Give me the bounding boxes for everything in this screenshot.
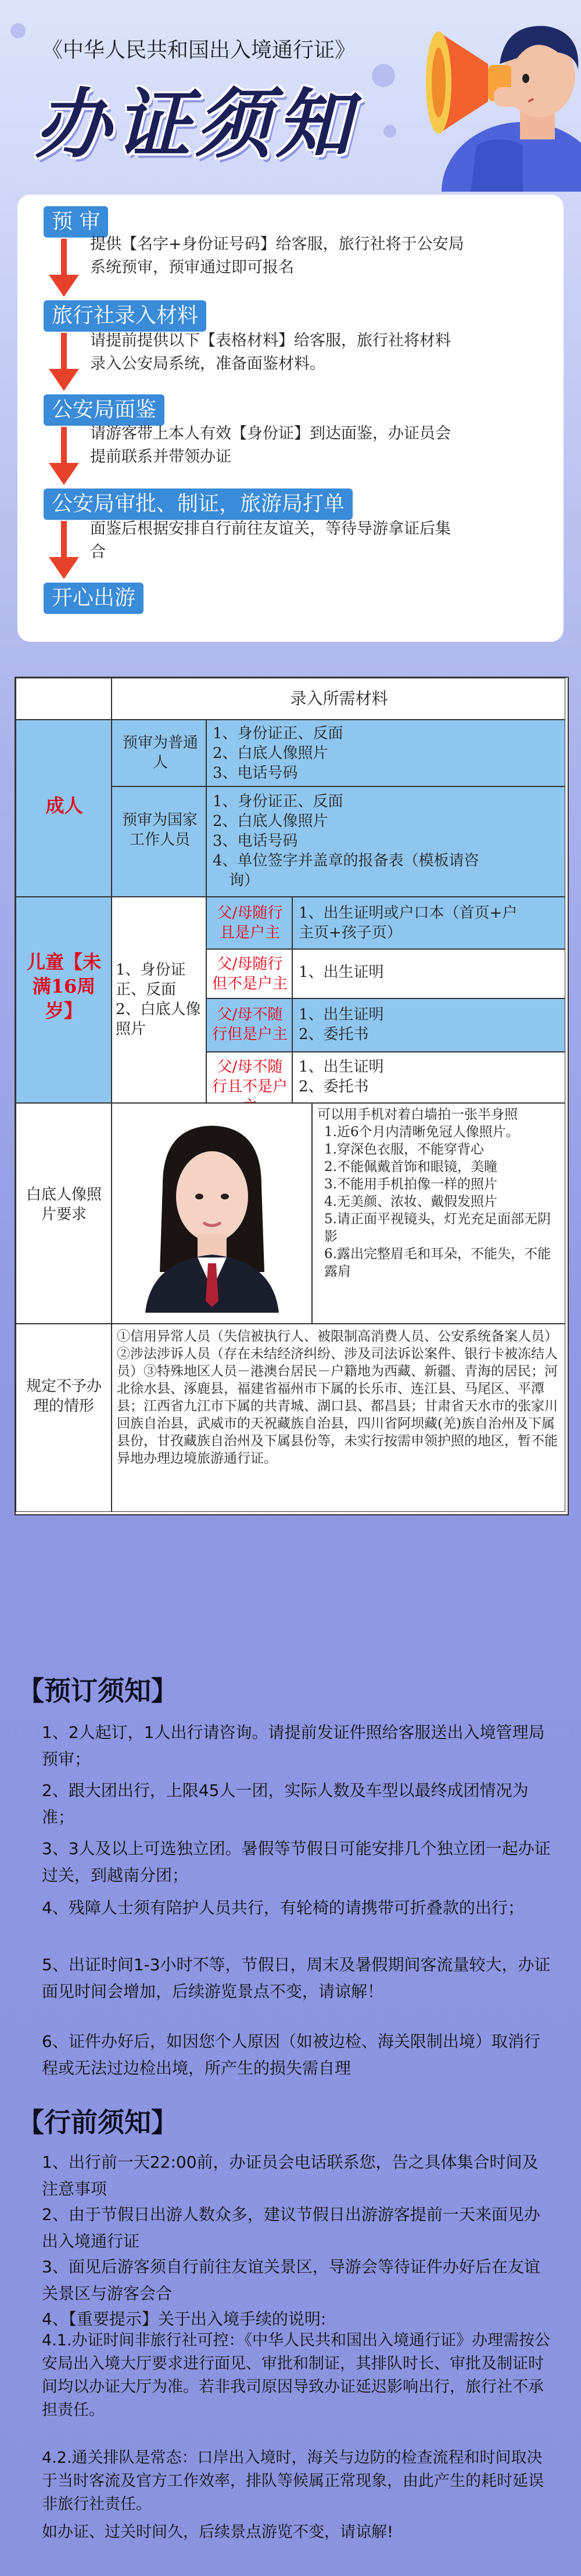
adult-materials-ordinary: 1、身份证正、反面 2、白底人像照片 3、电话号码 — [206, 720, 565, 786]
table-header-blank — [16, 678, 112, 720]
child-materials-row: 1、出生证明 2、委托书 — [292, 1052, 565, 1103]
person-megaphone-illustration — [407, 0, 581, 192]
step-label-approval: 公安局审批、制证，旅游局打单 — [44, 488, 353, 520]
photo-req-text: 可以用手机对着白墙拍一张半身照 1.近6个月内清晰免冠人像照片。 1.穿深色衣服，不能穿背心 2.不能佩戴首饰和眼镜，美瞳 3.不能用手机拍像一样的照片 4.无美颜、浓妆、戴假发照片 5.请正面平视镜头，灯光充足面部无阴影 6.露出完整眉毛和耳朵，不能失，不能露肩 — [312, 1103, 565, 1324]
booking-para: 1、2人起订，1人出行请咨询。请提前发证件照给客服送出入境管理局预审； — [42, 1723, 545, 1769]
pretrip-title: 【行前须知】 — [17, 2107, 178, 2138]
child-cond-row: 父/母随行但不是户主 — [206, 949, 292, 998]
restricted-label: 规定不予办理的情形 — [16, 1324, 112, 1512]
sample-portrait-photo — [139, 1115, 285, 1313]
child-materials-row: 1、出生证明 2、委托书 — [292, 998, 565, 1052]
child-cond-row: 父/母不随行但是户主 — [206, 998, 292, 1052]
photo-req-label: 白底人像照片要求 — [16, 1103, 112, 1324]
pretrip-para: 2、由于节假日出游人数众多，建议节假日出游游客提前一天来面见办出入境通行证 — [42, 2205, 540, 2251]
header — [0, 0, 581, 192]
flow-arrow — [61, 521, 67, 561]
decor-bubble — [372, 64, 395, 87]
adult-materials-official: 1、身份证正、反面 2、白底人像照片 3、电话号码 4、单位签字并盖章的报备表（模板请咨 询） — [206, 786, 565, 897]
materials-table — [15, 677, 569, 1515]
pretrip-para: 4.1.办证时间非旅行社可控：《中华人民共和国出入境通行证》办理需按公安局出入境大厅要求进行面见、审批和制证，其排队时长、审批及制证时间均以办证大厅为准。若非我司原因导致办证延迟影响出行，旅行社不承担责任。 — [42, 2331, 551, 2419]
child-common-materials: 1、身份证正、反面 2、白底人像照片 — [112, 897, 206, 1103]
child-materials-row: 1、出生证明或户口本（首页+户 主页+孩子页） — [292, 897, 565, 949]
header-subtitle: 《中华人民共和国出入境通行证》 — [42, 38, 356, 62]
pretrip-para: 1、出行前一天22:00前，办证员会电话联系您，告之具体集合时间及注意事项 — [42, 2153, 539, 2198]
child-cond-row: 父/母不随行且不是户 — [206, 1052, 292, 1103]
child-cond-row: 父/母随行且是户主 — [206, 897, 292, 949]
decor-bubble — [383, 125, 396, 138]
restricted-text: ①信用异常人员（失信被执行人、被限制高消费人员、公安系统备案人员）②涉法涉诉人员（存在未结经济纠纷、涉及司法诉讼案件、银行卡被冻结人员）③特殊地区人员－港澳台居民－户籍地为西藏、新疆、青海的居民；河北徐水县、涿鹿县，福建省福州市下属的长乐市、连江县、马尾区、平潭县；江西省九江市下属的共青城、湖口县、都昌县；甘肃省天水市的张家川回族自治县，武威市的天祝藏族自治县，四川省阿坝藏(羌)族自治州及下属县份，甘孜藏族自治州及下属县份等，未实行按需申领护照的地区，暂不能异地办理边境旅游通行证。 — [112, 1324, 565, 1512]
pretrip-para: 3、面见后游客须自行前往友谊关景区，导游会等待证件办好后在友谊关景区与游客会合 — [42, 2257, 540, 2303]
pretrip-para: 4、【重要提示】关于出入境手续的说明: — [42, 2309, 327, 2329]
table-header: 录入所需材料 — [112, 678, 565, 720]
booking-para: 5、出证时间1-3小时不等，节假日，周末及暑假期间客流量较大，办证面见时间会增加，后续游览景点不变，请谅解！ — [42, 1955, 551, 2001]
category-adult: 成人 — [16, 720, 112, 897]
child-materials-row: 1、出生证明 — [292, 949, 565, 998]
category-child: 儿童【未满16周岁】 — [16, 897, 112, 1103]
flow-arrow-head — [49, 369, 79, 391]
flow-arrow-head — [49, 557, 79, 579]
step-desc-interview: 请游客带上本人有效【身份证】到达面鉴，办证员会 提前联系并带领办证 — [90, 425, 451, 466]
step-desc-preview: 提供【名字+身份证号码】给客服，旅行社将于公安局 系统预审，预审通过即可报名 — [90, 235, 464, 276]
booking-para: 2、跟大团出行，上限45人一团，实际人数及车型以最终成团情况为准； — [42, 1781, 529, 1827]
step-desc-materials: 请提前提供以下【表格材料】给客服，旅行社将材料 录入公安局系统，准备面鉴材料。 — [90, 332, 451, 373]
decor-bubble — [10, 23, 26, 38]
flow-arrow-head — [49, 463, 79, 485]
booking-para: 4、残障人士须有陪护人员共行，有轮椅的请携带可折叠款的出行； — [42, 1898, 524, 1917]
pretrip-para: 如办证、过关时间久，后续景点游览不变，请谅解! — [42, 2523, 393, 2541]
booking-para: 3、3人及以上可选独立团。暑假等节假日可能安排几个独立团一起办证过关，到越南分团； — [42, 1839, 551, 1885]
step-label-interview: 公安局面鉴 — [44, 394, 164, 426]
process-steps-card — [17, 195, 564, 642]
adult-type-official: 预审为国家工作人员 — [112, 786, 206, 897]
step-desc-approval: 面鉴后根据安排自行前往友谊关，等待导游拿证后集 合 — [90, 520, 451, 561]
flow-arrow — [61, 427, 67, 466]
step-label-enjoy: 开心出游 — [44, 583, 144, 614]
flow-arrow-head — [49, 275, 79, 297]
booking-title: 【预订须知】 — [17, 1675, 178, 1706]
page-title: 办证须知 — [35, 80, 356, 168]
step-label-preview: 预 审 — [44, 206, 108, 238]
step-label-materials: 旅行社录入材料 — [44, 300, 206, 332]
booking-para: 6、证件办好后，如因您个人原因（如被边检、海关限制出境）取消行程或无法过边检出境，所产生的损失需自理 — [42, 2032, 540, 2078]
flow-arrow — [61, 239, 67, 278]
pretrip-para: 4.2.通关排队是常态：口岸出入境时，海关与边防的检查流程和时间取决于当时客流及官方工作效率，排队等候属正常现象，由此产生的耗时延误非旅行社责任。 — [42, 2449, 544, 2513]
flow-arrow — [61, 333, 67, 372]
megaphone-icon — [426, 31, 511, 134]
adult-type-ordinary: 预审为普通人 — [112, 720, 206, 786]
photo-sample-cell — [112, 1103, 312, 1324]
